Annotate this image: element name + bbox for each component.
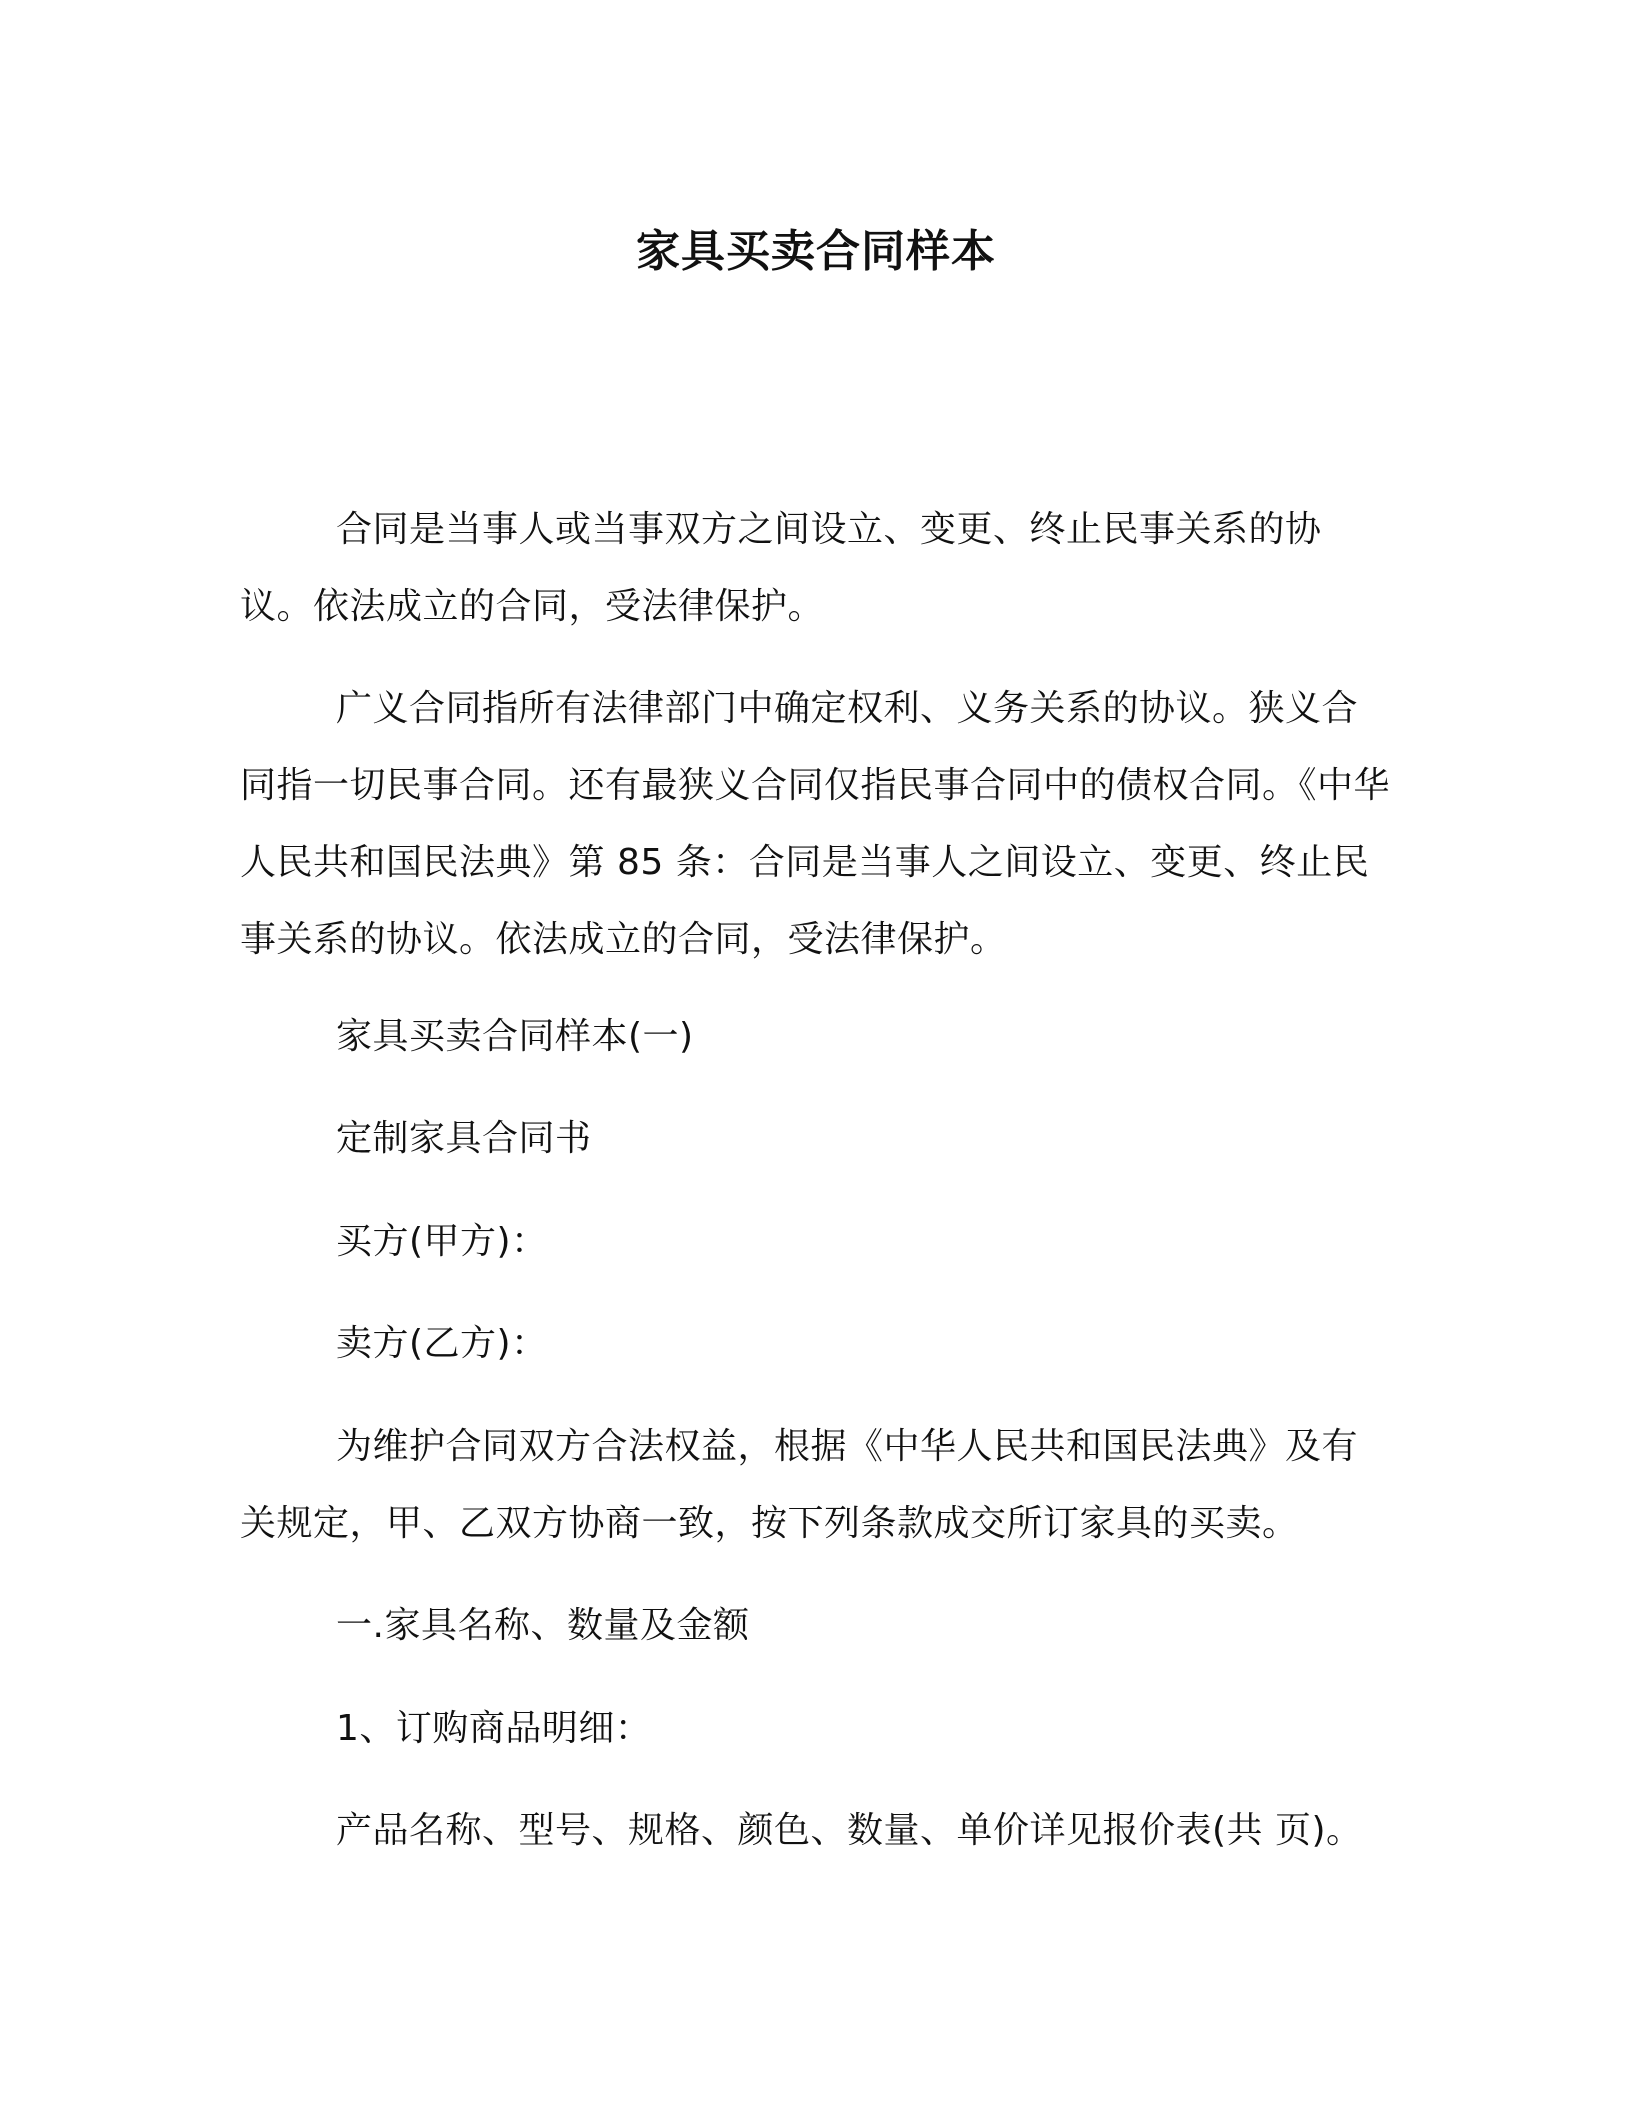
intro-paragraph-1: 合同是当事人或当事双方之间设立、变更、终止民事关系的协议。依法成立的合同，受法律保护。 [240,509,1322,627]
seller-label: 卖方(乙方)： [336,1323,548,1364]
section-1-heading: 一.家具名称、数量及金额 [336,1605,750,1646]
item-1-heading: 1、订购商品明细： [336,1708,652,1749]
preamble-paragraph: 为维护合同双方合法权益，根据《中华人民共和国民法典》及有关规定，甲、乙双方协商一致，按下列条款成交所订家具的买卖。 [240,1426,1359,1544]
intro-paragraph-2: 广义合同指所有法律部门中确定权利、义务关系的协议。狭义合同指一切民事合同。还有最狭义合同仅指民事合同中的债权合同。《中华人民共和国民法典》第 85 条：合同是当事人之间设立、变更、终止民事关系的协议。依法成立的合同，受法律保护。 [240,688,1391,960]
item-1-detail: 产品名称、型号、规格、颜色、数量、单价详见报价表(共 页)。 [336,1810,1363,1851]
document-title: 家具买卖合同样本 [636,226,996,277]
buyer-label: 买方(甲方)： [336,1221,548,1262]
contract-name: 定制家具合同书 [336,1118,592,1159]
sample-heading: 家具买卖合同样本(一) [336,1016,694,1057]
